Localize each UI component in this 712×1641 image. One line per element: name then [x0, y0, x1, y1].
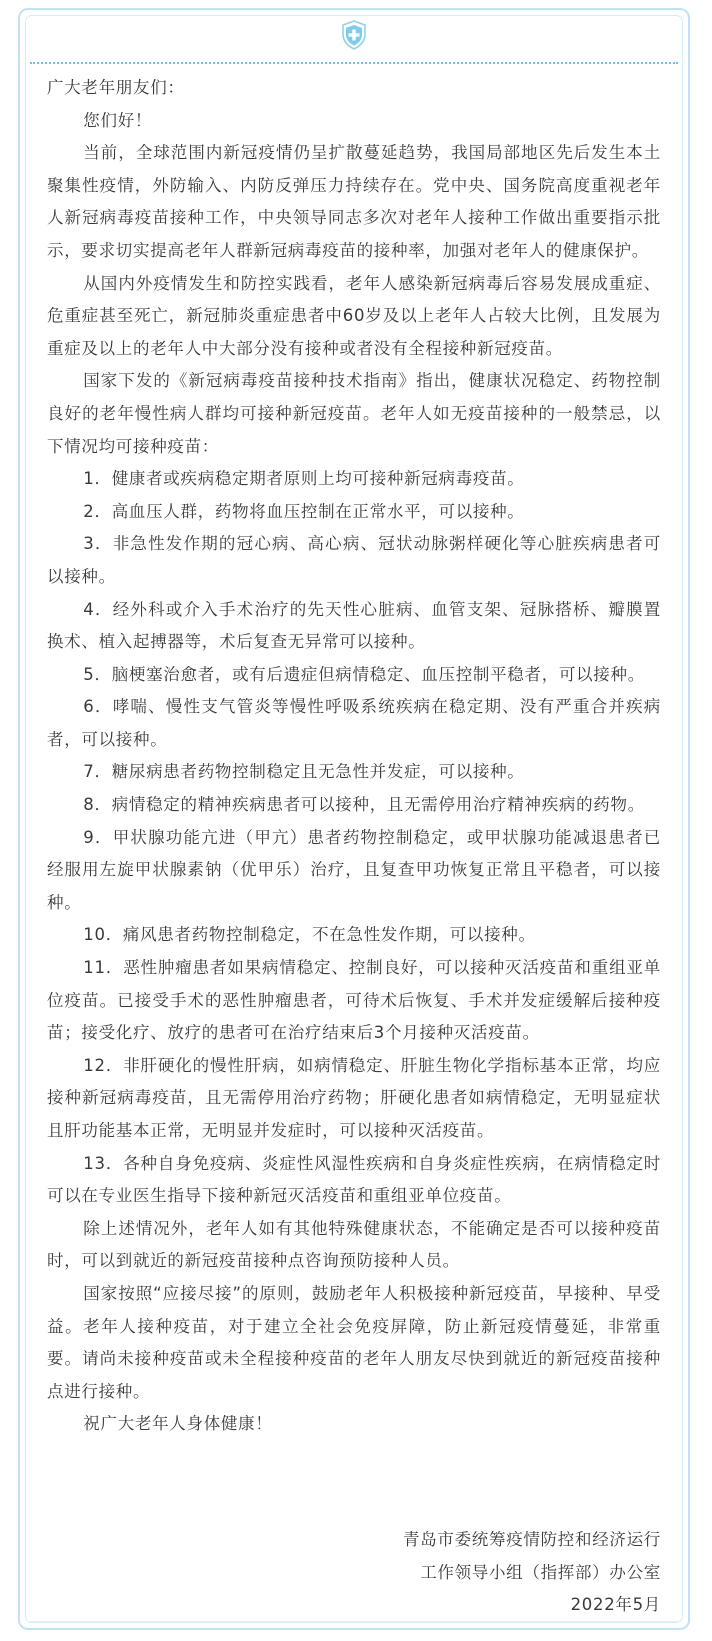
closing-paragraph: 国家按照“应接尽接”的原则，鼓励老年人积极接种新冠疫苗，早接种、早受益。老年人接种疫苗，对于建立全社会免疫屏障，防止新冠疫情蔓延，非常重要。请尚未接种疫苗或未全程接种疫苗的老年人朋友尽快到就近的新冠疫苗接种点进行接种。: [47, 1283, 661, 1401]
bottom-rule: [30, 1621, 678, 1622]
list-item: 6．哮喘、慢性支气管炎等慢性呼吸系统疾病在稳定期、没有严重合并疾病者，可以接种。: [47, 697, 661, 749]
signature-org-line2: 工作领导小组（指挥部）办公室: [420, 1562, 661, 1582]
notice-body: [47, 72, 661, 1441]
list-item: 2．高血压人群，药物将血压控制在正常水平，可以接种。: [83, 501, 525, 521]
list-item: 8．病情稳定的精神疾病患者可以接种，且无需停用治疗精神疾病的药物。: [83, 795, 645, 815]
list-item: 12．非肝硬化的慢性肝病，如病情稳定、肝脏生物化学指标基本正常，均应接种新冠病毒疫苗，且无需停用治疗药物；肝硬化患者如病情稳定，无明显症状且肝功能基本正常，无明显并发症时，可以接种灭活疫苗。: [47, 1055, 661, 1140]
body-paragraph: 当前，全球范围内新冠疫情仍呈扩散蔓延趋势，我国局部地区先后发生本土聚集性疫情，外防输入、内防反弹压力持续存在。党中央、国务院高度重视老年人新冠病毒疫苗接种工作，中央领导同志多次对老年人接种工作做出重要指示批示，要求切实提高老年人群新冠病毒疫苗的接种率，加强对老年人的健康保护。: [47, 143, 661, 260]
salutation: 广大老年朋友们：: [47, 78, 185, 97]
list-item: 3．非急性发作期的冠心病、高心病、冠状动脉粥样硬化等心脏疾病患者可以接种。: [47, 534, 661, 586]
signature-block: [403, 1524, 661, 1622]
body-paragraph: 国家下发的《新冠病毒疫苗接种技术指南》指出，健康状况稳定、药物控制良好的老年慢性病人群均可接种新冠疫苗。老年人如无疫苗接种的一般禁忌，以下情况均可接种疫苗：: [47, 371, 661, 456]
signature-org-line1: 青岛市委统筹疫情防控和经济运行: [403, 1530, 661, 1549]
list-item: 4．经外科或介入手术治疗的先天性心脏病、血管支架、冠脉搭桥、瓣膜置换术、植入起搏器等，术后复查无异常可以接种。: [47, 599, 661, 652]
shield-cross-icon: [341, 20, 367, 50]
notice-card: [18, 8, 690, 1630]
list-item: 9．甲状腺功能亢进（甲亢）患者药物控制稳定，或甲状腺功能减退患者已经服用左旋甲状腺素钠（优甲乐）治疗，且复查甲功恢复正常且平稳者，可以接种。: [47, 827, 661, 912]
dotted-divider: [30, 62, 678, 64]
list-item: 11．恶性肿瘤患者如果病情稳定、控制良好，可以接种灭活疫苗和重组亚单位疫苗。已接受手术的恶性肿瘤患者，可待术后恢复、手术并发症缓解后接种疫苗；接受化疗、放疗的患者可在治疗结束后3个月接种灭活疫苗。: [47, 958, 661, 1043]
card-header: [30, 18, 678, 60]
greeting: 您们好！: [83, 110, 153, 130]
list-item: 13．各种自身免疫病、炎症性风湿性疾病和自身炎症性疾病，在病情稳定时可以在专业医生指导下接种新冠灭活疫苗和重组亚单位疫苗。: [47, 1153, 661, 1206]
signature-date: 2022年5月: [570, 1595, 661, 1615]
closing-wish: 祝广大老年人身体健康！: [83, 1414, 273, 1434]
list-item: 1．健康者或疾病稳定期者原则上均可接种新冠病毒疫苗。: [83, 469, 525, 489]
list-item: 7．糖尿病患者药物控制稳定且无急性并发症，可以接种。: [83, 762, 525, 782]
closing-paragraph: 除上述情况外，老年人如有其他特殊健康状态，不能确定是否可以接种疫苗时，可以到就近的新冠疫苗接种点咨询预防接种人员。: [47, 1218, 661, 1271]
body-paragraph: 从国内外疫情发生和防控实践看，老年人感染新冠病毒后容易发展成重症、危重症甚至死亡，新冠肺炎重症患者中60岁及以上老年人占较大比例，且发展为重症及以上的老年人中大部分没有接种或者没有全程接种新冠疫苗。: [47, 273, 661, 358]
list-item: 5．脑梗塞治愈者，或有后遗症但病情稳定、血压控制平稳者，可以接种。: [83, 664, 645, 684]
list-item: 10．痛风患者药物控制稳定，不在急性发作期，可以接种。: [83, 925, 536, 945]
